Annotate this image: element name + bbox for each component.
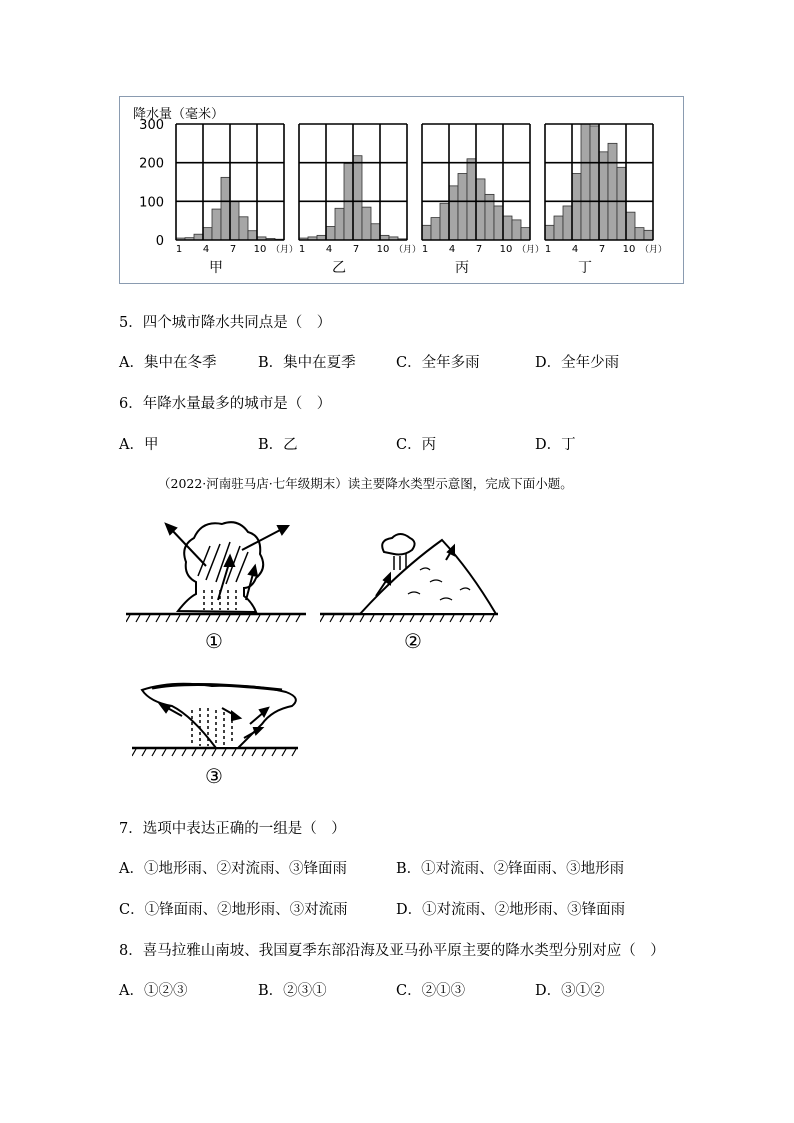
x-tick-label: 7 bbox=[475, 244, 483, 255]
q6-option-b[interactable]: B．乙 bbox=[258, 437, 298, 453]
x-tick-label: 7 bbox=[352, 244, 360, 255]
precip-bar bbox=[617, 167, 626, 240]
precip-bar bbox=[572, 173, 581, 240]
precip-bar bbox=[467, 159, 476, 240]
diagram-label-2: ② bbox=[404, 629, 422, 653]
y-axis-label: 降水量（毫米） bbox=[133, 107, 225, 122]
precip-bar bbox=[563, 206, 572, 240]
city-panel-label: 甲 bbox=[209, 260, 223, 276]
question-7: 7．选项中表达正确的一组是（ ） bbox=[119, 821, 346, 837]
q8-option-c[interactable]: C．②①③ bbox=[396, 983, 466, 999]
precip-bar bbox=[458, 173, 467, 240]
x-unit-label: （月） bbox=[517, 245, 545, 255]
precip-bar bbox=[503, 216, 512, 240]
q8-option-a[interactable]: A．①②③ bbox=[119, 983, 188, 999]
x-tick-label: 10 bbox=[622, 244, 636, 255]
precip-bar bbox=[476, 179, 485, 240]
x-tick-label: 7 bbox=[229, 244, 237, 255]
y-tick-label: 100 bbox=[139, 195, 164, 211]
precip-bar bbox=[194, 234, 203, 240]
precip-bar bbox=[581, 124, 590, 240]
x-tick-label: 10 bbox=[253, 244, 267, 255]
question-6: 6．年降水量最多的城市是（ ） bbox=[119, 396, 332, 412]
frontal-rain-illustration bbox=[132, 676, 302, 760]
x-tick-label: 4 bbox=[202, 244, 210, 255]
precip-bar bbox=[590, 126, 599, 240]
city-panel-label: 丁 bbox=[578, 260, 592, 276]
source-note: （2022·河南驻马店·七年级期末）读主要降水类型示意图，完成下面小题。 bbox=[158, 476, 573, 491]
convection-rain-illustration bbox=[126, 516, 306, 626]
x-unit-label: （月） bbox=[640, 245, 668, 255]
precip-bar bbox=[431, 218, 440, 240]
precip-bar bbox=[626, 212, 635, 240]
precip-bar bbox=[599, 152, 608, 240]
question-8: 8．喜马拉雅山南坡、我国夏季东部沿海及亚马孙平原主要的降水类型分别对应（ ） bbox=[119, 943, 665, 959]
precip-bar bbox=[362, 207, 371, 240]
q8-option-b[interactable]: B．②③① bbox=[258, 983, 327, 999]
x-tick-label: 7 bbox=[598, 244, 606, 255]
precip-bar bbox=[554, 216, 563, 240]
y-tick-label: 0 bbox=[155, 234, 164, 249]
q5-option-a[interactable]: A．集中在冬季 bbox=[119, 355, 217, 371]
q5-option-b[interactable]: B．集中在夏季 bbox=[258, 355, 356, 371]
precip-bar bbox=[545, 225, 554, 240]
city-panel-label: 乙 bbox=[332, 260, 346, 276]
precip-bar bbox=[353, 156, 362, 240]
precip-bar bbox=[440, 203, 449, 240]
precip-bar bbox=[449, 186, 458, 240]
precip-bar bbox=[494, 206, 503, 240]
question-5: 5．四个城市降水共同点是（ ） bbox=[119, 315, 332, 331]
x-tick-label: 4 bbox=[571, 244, 579, 255]
diagram-label-3: ③ bbox=[205, 764, 223, 788]
q8-option-d[interactable]: D．③①② bbox=[535, 983, 605, 999]
x-tick-label: 4 bbox=[448, 244, 456, 255]
precip-bar bbox=[239, 217, 248, 240]
q6-option-a[interactable]: A．甲 bbox=[119, 437, 159, 453]
precip-bar bbox=[608, 143, 617, 240]
q5-option-d[interactable]: D．全年少雨 bbox=[535, 355, 620, 371]
q7-option-a[interactable]: A．①地形雨、②对流雨、③锋面雨 bbox=[119, 861, 347, 877]
q7-option-d[interactable]: D．①对流雨、②地形雨、③锋面雨 bbox=[396, 902, 626, 918]
precip-bar bbox=[512, 220, 521, 240]
diagram-label-1: ① bbox=[205, 629, 223, 653]
precip-bar bbox=[635, 228, 644, 240]
precipitation-charts-svg bbox=[120, 97, 685, 285]
precipitation-chart-figure bbox=[119, 96, 684, 284]
precip-bar bbox=[248, 231, 257, 240]
q7-option-b[interactable]: B．①对流雨、②锋面雨、③地形雨 bbox=[396, 861, 625, 877]
precip-bar bbox=[326, 226, 335, 240]
precip-bar bbox=[212, 209, 221, 240]
x-tick-label: 10 bbox=[376, 244, 390, 255]
x-unit-label: （月） bbox=[271, 245, 299, 255]
q6-option-d[interactable]: D．丁 bbox=[535, 437, 576, 453]
y-tick-label: 300 bbox=[139, 118, 164, 133]
precip-bar bbox=[644, 230, 653, 240]
x-tick-label: 1 bbox=[298, 244, 306, 255]
x-tick-label: 10 bbox=[499, 244, 513, 255]
x-tick-label: 1 bbox=[544, 244, 552, 255]
x-unit-label: （月） bbox=[394, 245, 422, 255]
precip-bar bbox=[203, 228, 212, 240]
q5-option-c[interactable]: C．全年多雨 bbox=[396, 355, 480, 371]
x-tick-label: 1 bbox=[175, 244, 183, 255]
orographic-rain-illustration bbox=[320, 530, 500, 626]
q6-option-c[interactable]: C．丙 bbox=[396, 437, 437, 453]
x-tick-label: 4 bbox=[325, 244, 333, 255]
precip-bar bbox=[230, 201, 239, 240]
precip-bar bbox=[221, 177, 230, 240]
x-tick-label: 1 bbox=[421, 244, 429, 255]
y-tick-label: 200 bbox=[139, 156, 164, 172]
city-panel-label: 丙 bbox=[455, 260, 469, 276]
precip-bar bbox=[521, 228, 530, 240]
q7-option-c[interactable]: C．①锋面雨、②地形雨、③对流雨 bbox=[119, 902, 348, 918]
precip-bar bbox=[422, 225, 431, 240]
precip-bar bbox=[335, 208, 344, 240]
precip-bar bbox=[371, 224, 380, 240]
